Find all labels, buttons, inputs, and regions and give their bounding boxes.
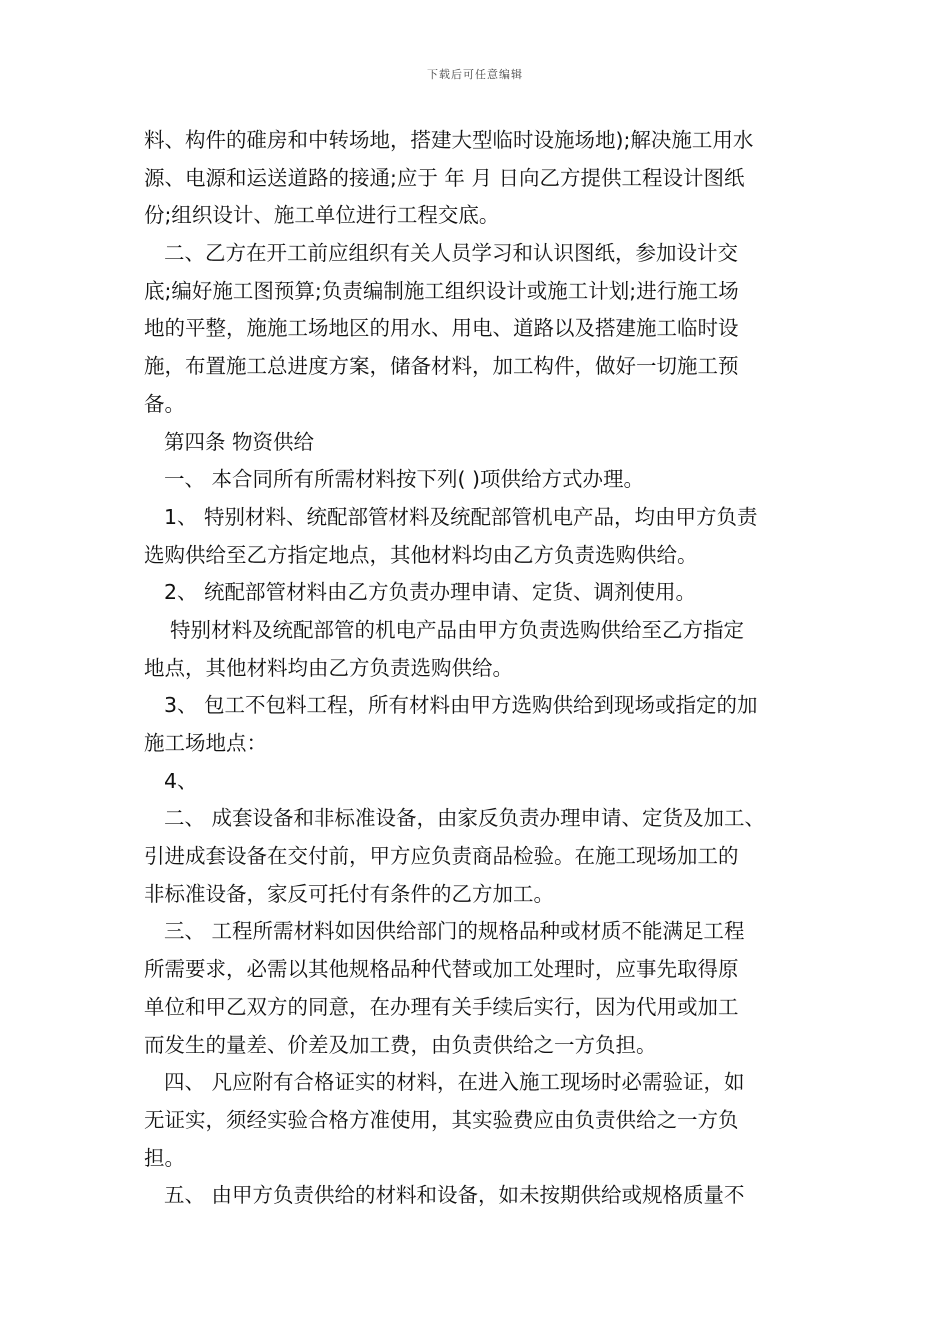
text-line: 1、 特别材料、统配部管材料及统配部管机电产品，均由甲方负责 <box>164 504 758 529</box>
text-line: 4、 <box>164 768 198 793</box>
text-line: 3、 包工不包料工程，所有材料由甲方选购供给到现场或指定的加 <box>164 693 758 718</box>
text-line: 非标准设备，家反可托付有条件的乙方加工。 <box>144 881 554 906</box>
text-line: 2、 统配部管材料由乙方负责办理申请、定货、调剂使用。 <box>164 580 697 605</box>
text-line: 特别材料及统配部管的机电产品由甲方负责选购供给至乙方指定 <box>170 617 744 642</box>
text-line: 备。 <box>144 391 185 416</box>
document-body <box>144 122 810 1215</box>
text-line: 地点，其他材料均由乙方负责选购供给。 <box>144 655 513 680</box>
text-line: 引进成套设备在交付前，甲方应负责商品检验。在施工现场加工的 <box>144 844 739 869</box>
section-heading: 第四条 物资供给 <box>164 429 315 454</box>
text-line: 料、构件的碓房和中转场地，搭建大型临时设施场地);解决施工用水 <box>144 128 754 152</box>
text-line: 无证实，须经实验合格方准使用，其实验费应由负责供给之一方负 <box>144 1107 739 1132</box>
text-line: 施工场地点： <box>144 731 267 755</box>
text-line: 二、乙方在开工前应组织有关人员学习和认识图纸，参加设计交 <box>164 241 738 266</box>
text-line: 施，布置施工总进度方案，储备材料，加工构件，做好一切施工预 <box>144 354 739 379</box>
text-line: 源、电源和运送道路的接通;应于 年 月 日向乙方提供工程设计图纸 <box>144 165 745 190</box>
text-line: 二、 成套设备和非标准设备，由家反负责办理申请、定货及加工、 <box>164 806 766 831</box>
page-header: 下载后可任意编辑 <box>427 68 523 81</box>
text-line: 选购供给至乙方指定地点，其他材料均由乙方负责选购供给。 <box>144 542 698 567</box>
text-line: 担。 <box>144 1145 185 1170</box>
text-line: 而发生的量差、价差及加工费，由负责供给之一方负担。 <box>144 1032 657 1057</box>
text-line: 所需要求，必需以其他规格品种代替或加工处理时，应事先取得原 <box>144 957 739 982</box>
text-line: 三、 工程所需材料如因供给部门的规格品种或材质不能满足工程 <box>164 919 745 944</box>
text-line: 地的平整，施施工场地区的用水、用电、道路以及搭建施工临时设 <box>144 316 739 341</box>
text-line: 单位和甲乙双方的同意，在办理有关手续后实行，因为代用或加工 <box>144 994 739 1019</box>
text-line: 一、 本合同所有所需材料按下列( )项供给方式办理。 <box>164 467 645 492</box>
text-line: 四、 凡应附有合格证实的材料，在进入施工现场时必需验证，如 <box>164 1070 745 1095</box>
text-line: 五、 由甲方负责供给的材料和设备，如未按期供给或规格质量不 <box>164 1183 745 1208</box>
text-line: 份;组织设计、施工单位进行工程交底。 <box>144 203 500 228</box>
text-line: 底;编好施工图预算;负责编制施工组织设计或施工计划;进行施工场 <box>144 278 739 303</box>
